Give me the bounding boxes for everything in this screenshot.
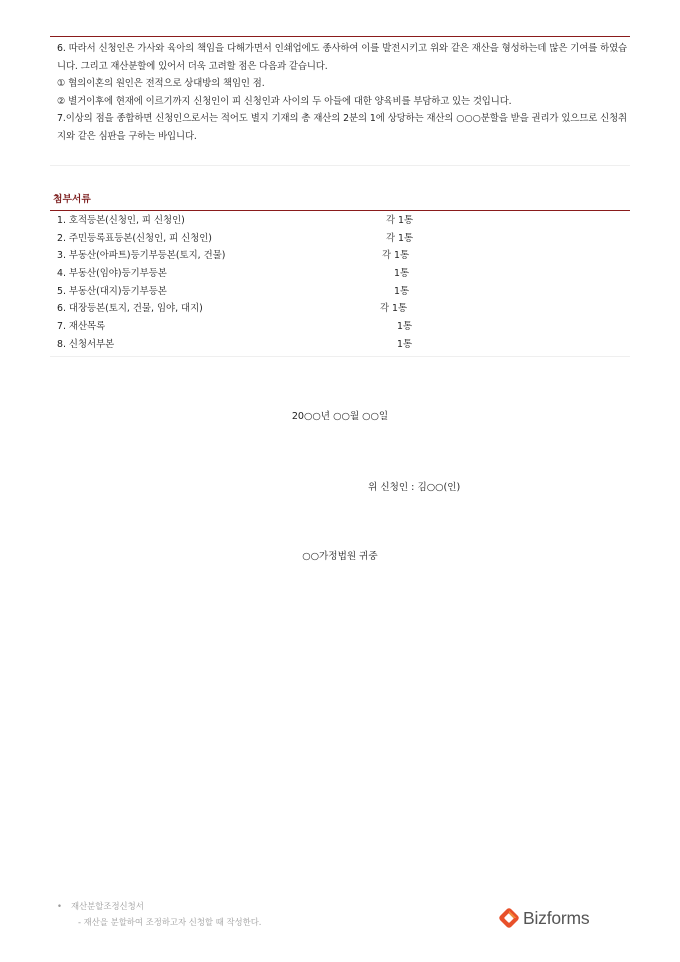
attachments-title: 첨부서류 xyxy=(53,194,91,205)
document-body xyxy=(57,40,627,146)
attachment-name: 7. 재산목록 xyxy=(57,321,106,333)
attachments-divider xyxy=(50,210,630,211)
attachment-row xyxy=(57,247,630,265)
bizforms-brand-text: Bizforms xyxy=(523,907,590,928)
attachment-name: 5. 부동산(대지)등기부등본 xyxy=(57,285,167,297)
attachment-row xyxy=(57,212,630,230)
attachment-name: 3. 부동산(아파트)등기부등본(토지, 건물) xyxy=(57,250,226,262)
paragraph-7: 7.이상의 점을 종합하면 신청인으로서는 적어도 별지 기재의 총 재산의 2분의 1에 상당하는 재산의 ○○○분할을 받을 권리가 있으므로 신청취지와 같은 심판을 구하는 바입니다. xyxy=(57,113,627,142)
attachment-qty: 1통 xyxy=(394,268,410,280)
attachments-bottom-divider xyxy=(50,356,630,357)
footer-note xyxy=(57,898,261,930)
attachment-row xyxy=(57,318,630,336)
court-addressee: ○○가정법원 귀중 xyxy=(302,551,378,562)
point-1: ① 협의이혼의 원인은 전적으로 상대방의 책임인 점. xyxy=(57,78,265,90)
attachment-qty: 각 1통 xyxy=(382,250,410,262)
attachment-row xyxy=(57,265,630,283)
top-divider xyxy=(50,36,630,37)
attachment-qty: 1통 xyxy=(397,338,413,350)
bizforms-logo xyxy=(498,906,589,930)
attachment-name: 4. 부동산(임야)등기부등본 xyxy=(57,268,167,280)
attachment-name: 6. 대장등본(토지, 건물, 임야, 대지) xyxy=(57,303,203,315)
attachment-row xyxy=(57,230,630,248)
attachments-list xyxy=(57,212,630,354)
attachment-name: 8. 신청서부본 xyxy=(57,338,115,350)
bullet-icon: • xyxy=(57,901,62,911)
attachment-row xyxy=(57,283,630,301)
body-divider xyxy=(50,165,630,166)
footer-doc-desc: - 재산을 분할하여 조정하고자 신청할 때 작성한다. xyxy=(78,917,262,927)
attachment-qty: 각 1통 xyxy=(386,215,414,226)
attachment-name: 1. 호적등본(신청인, 피 신청인) xyxy=(57,215,185,226)
attachment-qty: 1통 xyxy=(397,321,413,333)
footer-doc-title: 재산분할조정신청서 xyxy=(71,901,144,911)
point-2: ② 별거이후에 현재에 이르기까지 신청인이 피 신청인과 사이의 두 아들에 대한 양육비를 부담하고 있는 것입니다. xyxy=(57,95,512,107)
attachment-row xyxy=(57,336,630,354)
paragraph-6: 6. 따라서 신청인은 가사와 육아의 책임을 다해가면서 인쇄업에도 종사하여 이를 발전시키고 위와 같은 재산을 형성하는데 많은 기여를 하였습니다. 그리고 재산분할에 있어서 더욱 고려할 점은 다음과 같습니다. xyxy=(57,43,627,72)
bizforms-logo-icon xyxy=(498,907,520,929)
attachment-qty: 1통 xyxy=(394,285,410,297)
attachment-qty: 각 1통 xyxy=(386,232,414,244)
filing-date: 20○○년 ○○월 ○○일 xyxy=(291,411,389,422)
attachment-row xyxy=(57,300,630,318)
attachment-name: 2. 주민등록표등본(신청인, 피 신청인) xyxy=(57,232,212,244)
attachment-qty: 각 1통 xyxy=(380,303,408,315)
applicant-signature: 위 신청인 : 김○○(인) xyxy=(368,482,461,493)
